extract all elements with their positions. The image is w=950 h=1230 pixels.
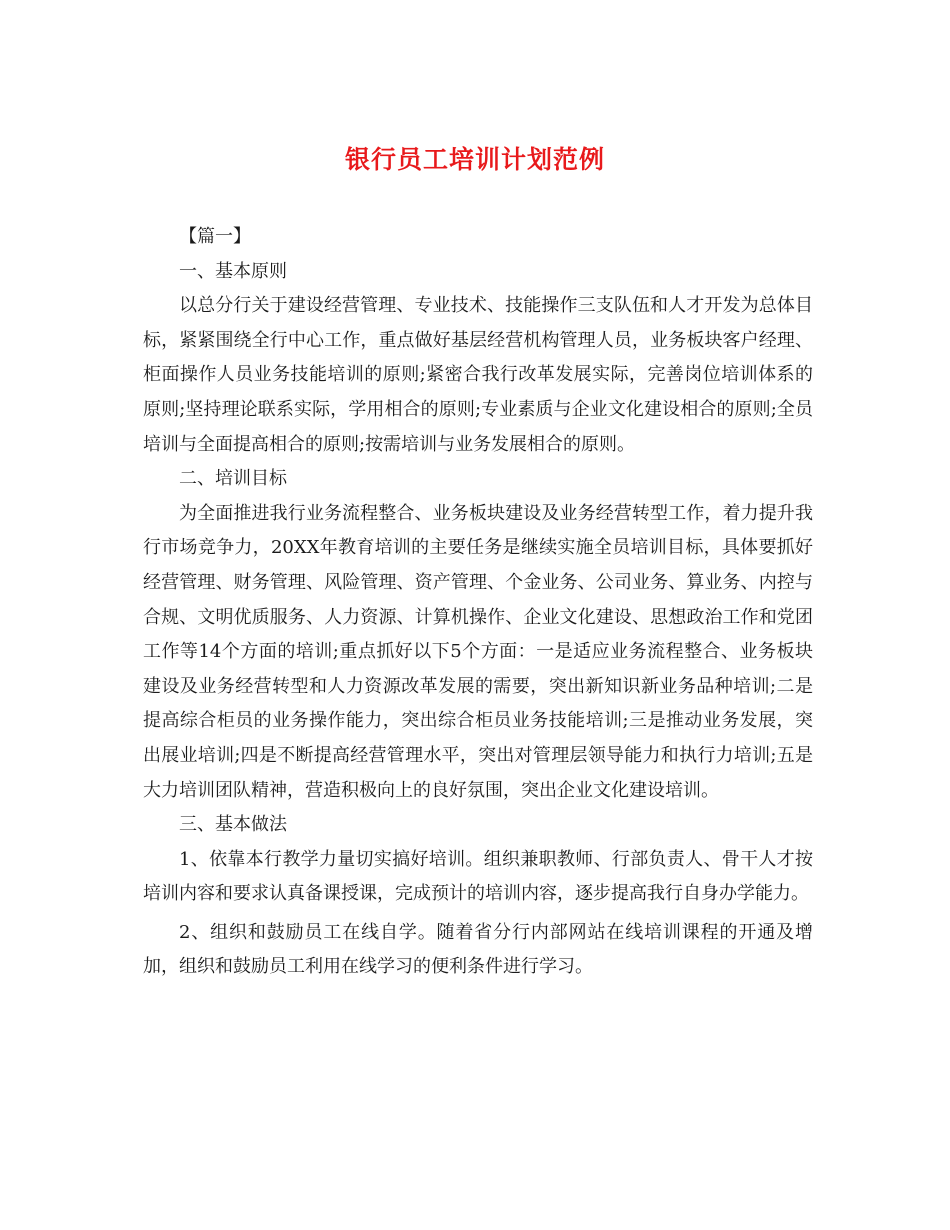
paragraph-method-1: 1、依靠本行教学力量切实搞好培训。组织兼职教师、行部负责人、骨干人才按培训内容和要求认真备课授课，完成预计的培训内容，逐步提高我行自身办学能力。 [143, 848, 813, 905]
document-body [143, 220, 813, 985]
paragraph-principles: 以总分行关于建设经营管理、专业技术、技能操作三支队伍和人才开发为总体目标，紧紧围绕全行中心工作，重点做好基层经营机构管理人员，业务板块客户经理、柜面操作人员业务技能培训的原则;紧密合我行改革发展实际，完善岗位培训体系的原则;坚持理论联系实际，学用相合的原则;专业素质与企业文化建设相合的原则;全员培训与全面提高相合的原则;按需培训与业务发展相合的原则。 [143, 295, 813, 455]
heading-basic-methods: 三、基本做法 [179, 814, 287, 836]
paragraph-goals: 为全面推进我行业务流程整合、业务板块建设及业务经营转型工作，着力提升我行市场竞争力，20XX年教育培训的主要任务是继续实施全员培训目标，具体要抓好经营管理、财务管理、风险管理、资产管理、个金业务、公司业务、算业务、内控与合规、文明优质服务、人力资源、计算机操作、企业文化建设、思想政治工作和党团工作等14个方面的培训;重点抓好以下5个方面：一是适应业务流程整合、业务板块建设及业务经营转型和人力资源改革发展的需要，突出新知识新业务品种培训;二是提高综合柜员的业务操作能力，突出综合柜员业务技能培训;三是推动业务发展，突出展业培训;四是不断提高经营管理水平，突出对管理层领导能力和执行力培训;五是大力培训团队精神，营造积极向上的良好氛围，突出企业文化建设培训。 [143, 502, 814, 801]
paragraph-method-2: 2、组织和鼓励员工在线自学。随着省分行内部网站在线培训课程的开通及增加，组织和鼓励员工利用在线学习的便利条件进行学习。 [143, 921, 813, 978]
document-title: 银行员工培训计划范例 [344, 145, 605, 174]
heading-training-goals: 二、培训目标 [179, 468, 287, 490]
heading-basic-principles: 一、基本原则 [179, 260, 287, 282]
section-label: 【篇一】 [179, 226, 251, 247]
